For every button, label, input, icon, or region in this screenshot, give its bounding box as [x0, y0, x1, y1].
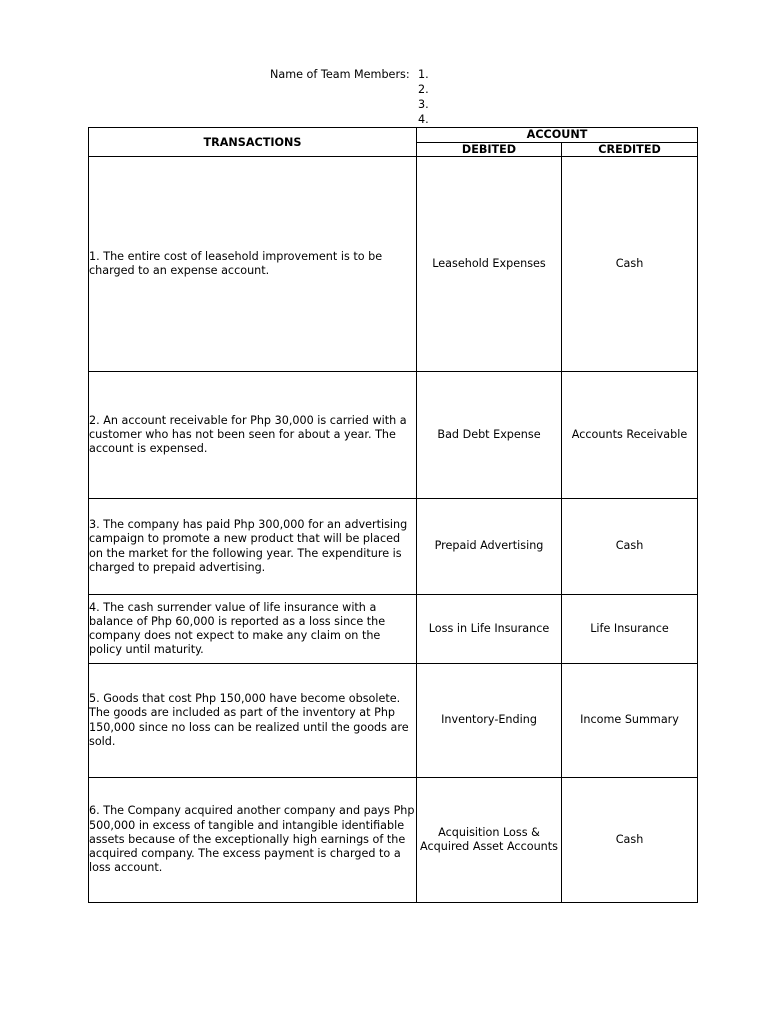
team-members-label: Name of Team Members:	[270, 68, 410, 81]
debited-line: Acquired Asset Accounts	[420, 840, 558, 853]
debited-cell: Bad Debt Expense	[417, 372, 562, 499]
team-members-list	[418, 67, 429, 127]
debited-cell: Prepaid Advertising	[417, 499, 562, 595]
transaction-cell: 3. The company has paid Php 300,000 for an advertising campaign to promote a new product that will be placed on the market for the following year. The expenditure is charged to prepaid advertising.	[89, 499, 417, 595]
team-member-3: 3.	[418, 98, 429, 111]
table-row	[89, 372, 698, 499]
transaction-cell: 2. An account receivable for Php 30,000 is carried with a customer who has not been seen for about a year. The account is expensed.	[89, 372, 417, 499]
debited-cell: Leasehold Expenses	[417, 157, 562, 372]
header-debited: DEBITED	[417, 142, 562, 157]
credited-cell: Cash	[562, 499, 698, 595]
debited-cell	[417, 778, 562, 903]
header-transactions: TRANSACTIONS	[89, 128, 417, 157]
table-row	[89, 664, 698, 778]
debited-cell: Inventory-Ending	[417, 664, 562, 778]
table-row	[89, 778, 698, 903]
credited-cell: Income Summary	[562, 664, 698, 778]
header-credited: CREDITED	[562, 142, 698, 157]
debited-line: Acquisition Loss &	[438, 825, 540, 839]
team-member-4: 4.	[418, 113, 429, 126]
transaction-cell: 4. The cash surrender value of life insurance with a balance of Php 60,000 is reported as a loss since the company does not expect to make any claim on the policy until maturity.	[89, 595, 417, 664]
table-row	[89, 595, 698, 664]
team-member-2: 2.	[418, 83, 429, 96]
credited-cell: Accounts Receivable	[562, 372, 698, 499]
debited-cell: Loss in Life Insurance	[417, 595, 562, 664]
table-row	[89, 157, 698, 372]
credited-cell: Cash	[562, 157, 698, 372]
team-members-section	[0, 67, 768, 129]
transaction-cell: 6. The Company acquired another company and pays Php 500,000 in excess of tangible and intangible identifiable assets because of the exceptionally high earnings of the acquired company. The excess payment is charged to a loss account.	[89, 778, 417, 903]
transaction-cell: 5. Goods that cost Php 150,000 have become obsolete. The goods are included as part of the inventory at Php 150,000 since no loss can be realized until the goods are sold.	[89, 664, 417, 778]
transactions-table	[88, 127, 698, 903]
credited-cell: Cash	[562, 778, 698, 903]
transaction-cell: 1. The entire cost of leasehold improvement is to be charged to an expense account.	[89, 157, 417, 372]
team-member-1: 1.	[418, 68, 429, 81]
header-account: ACCOUNT	[417, 128, 698, 143]
credited-cell: Life Insurance	[562, 595, 698, 664]
table-row	[89, 499, 698, 595]
